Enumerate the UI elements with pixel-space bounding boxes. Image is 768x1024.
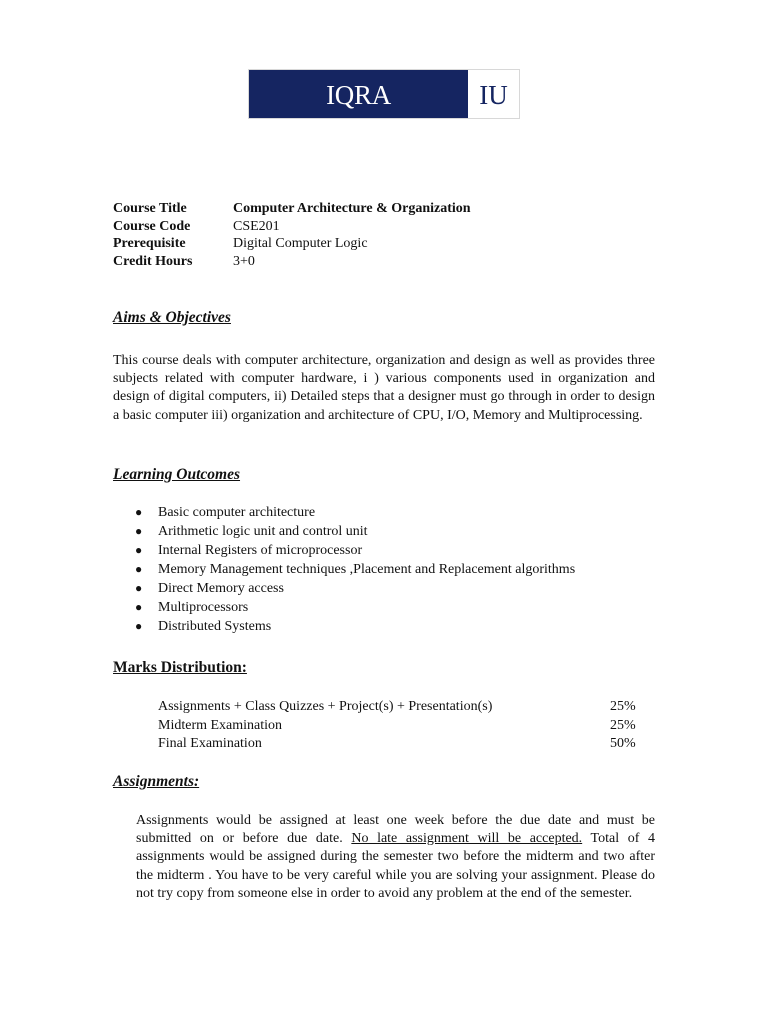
course-code-row bbox=[113, 218, 471, 236]
assignments-paragraph bbox=[136, 812, 655, 903]
prerequisite-row bbox=[113, 235, 471, 253]
marks-heading: Marks Distribution: bbox=[113, 659, 247, 676]
late-policy-text: No late assignment will be accepted. bbox=[351, 831, 583, 847]
credit-hours-value: 3+0 bbox=[233, 253, 255, 269]
course-title-value: Computer Architecture & Organization bbox=[233, 201, 471, 216]
list-item: ● Basic computer architecture bbox=[135, 505, 316, 520]
marks-row bbox=[158, 735, 636, 754]
credit-hours-label: Credit Hours bbox=[113, 253, 193, 269]
aims-heading: Aims & Objectives bbox=[113, 309, 231, 326]
marks-percent: 25% bbox=[610, 717, 636, 733]
credit-hours-row bbox=[113, 253, 471, 271]
list-item: ● Internal Registers of microprocessor bbox=[135, 543, 363, 558]
assignments-text-before: Assignments would be assigned at least one week before the due date and must be submitted on or before due date. bbox=[136, 813, 655, 847]
marks-row bbox=[158, 717, 636, 736]
assignments-heading: Assignments: bbox=[113, 773, 200, 790]
course-info bbox=[113, 200, 471, 270]
list-item: ● Arithmetic logic unit and control unit bbox=[135, 524, 368, 539]
university-logo bbox=[248, 69, 520, 160]
course-code-label: Course Code bbox=[113, 218, 191, 234]
list-item: ● Multiprocessors bbox=[135, 600, 249, 615]
aims-paragraph: This course deals with computer architecture, organization and design as well as provides three subjects related with computer hardware, i ) various components used in organization and design of digital computers, ii) Detailed steps that a designer must go through in order to design a basic computer iii) organization and architecture of CPU, I/O, Memory and Multiprocessing. bbox=[113, 353, 655, 423]
outcomes-list bbox=[113, 503, 575, 636]
bullet-icon: ● bbox=[135, 581, 143, 595]
course-code-value: CSE201 bbox=[233, 218, 280, 234]
marks-item: Assignments + Class Quizzes + Project(s) + Presentation(s) bbox=[158, 699, 493, 714]
course-title-label: Course Title bbox=[113, 201, 187, 216]
marks-item: Midterm Examination bbox=[158, 717, 283, 733]
list-item: ● Direct Memory access bbox=[135, 581, 284, 596]
bullet-icon: ● bbox=[135, 562, 143, 576]
marks-row bbox=[158, 698, 636, 717]
marks-percent: 50% bbox=[610, 736, 636, 751]
list-item: ● Distributed Systems bbox=[135, 619, 272, 634]
prerequisite-label: Prerequisite bbox=[113, 236, 186, 251]
list-item: ● Memory Management techniques ,Placement and Replacement algorithms bbox=[135, 562, 576, 577]
assignments-text-after: Total of 4 assignments would be assigned during the semester two before the midterm and two after the midterm . You have to be very careful while you are solving your assignment. Please do not try copy from someone else in order to avoid any problem at the end of the semester. bbox=[136, 831, 655, 901]
marks-table bbox=[158, 698, 636, 754]
bullet-icon: ● bbox=[135, 619, 143, 633]
logo-abbr: IU bbox=[468, 70, 519, 118]
marks-percent: 25% bbox=[610, 699, 636, 714]
prerequisite-value: Digital Computer Logic bbox=[233, 236, 368, 251]
outcomes-heading: Learning Outcomes bbox=[113, 466, 241, 483]
bullet-icon: ● bbox=[135, 505, 143, 519]
course-title-row bbox=[113, 200, 471, 218]
bullet-icon: ● bbox=[135, 600, 143, 614]
logo-name: IQRA UNIVERSITY bbox=[249, 70, 468, 118]
bullet-icon: ● bbox=[135, 524, 143, 538]
bullet-icon: ● bbox=[135, 543, 143, 557]
marks-item: Final Examination bbox=[158, 736, 262, 751]
